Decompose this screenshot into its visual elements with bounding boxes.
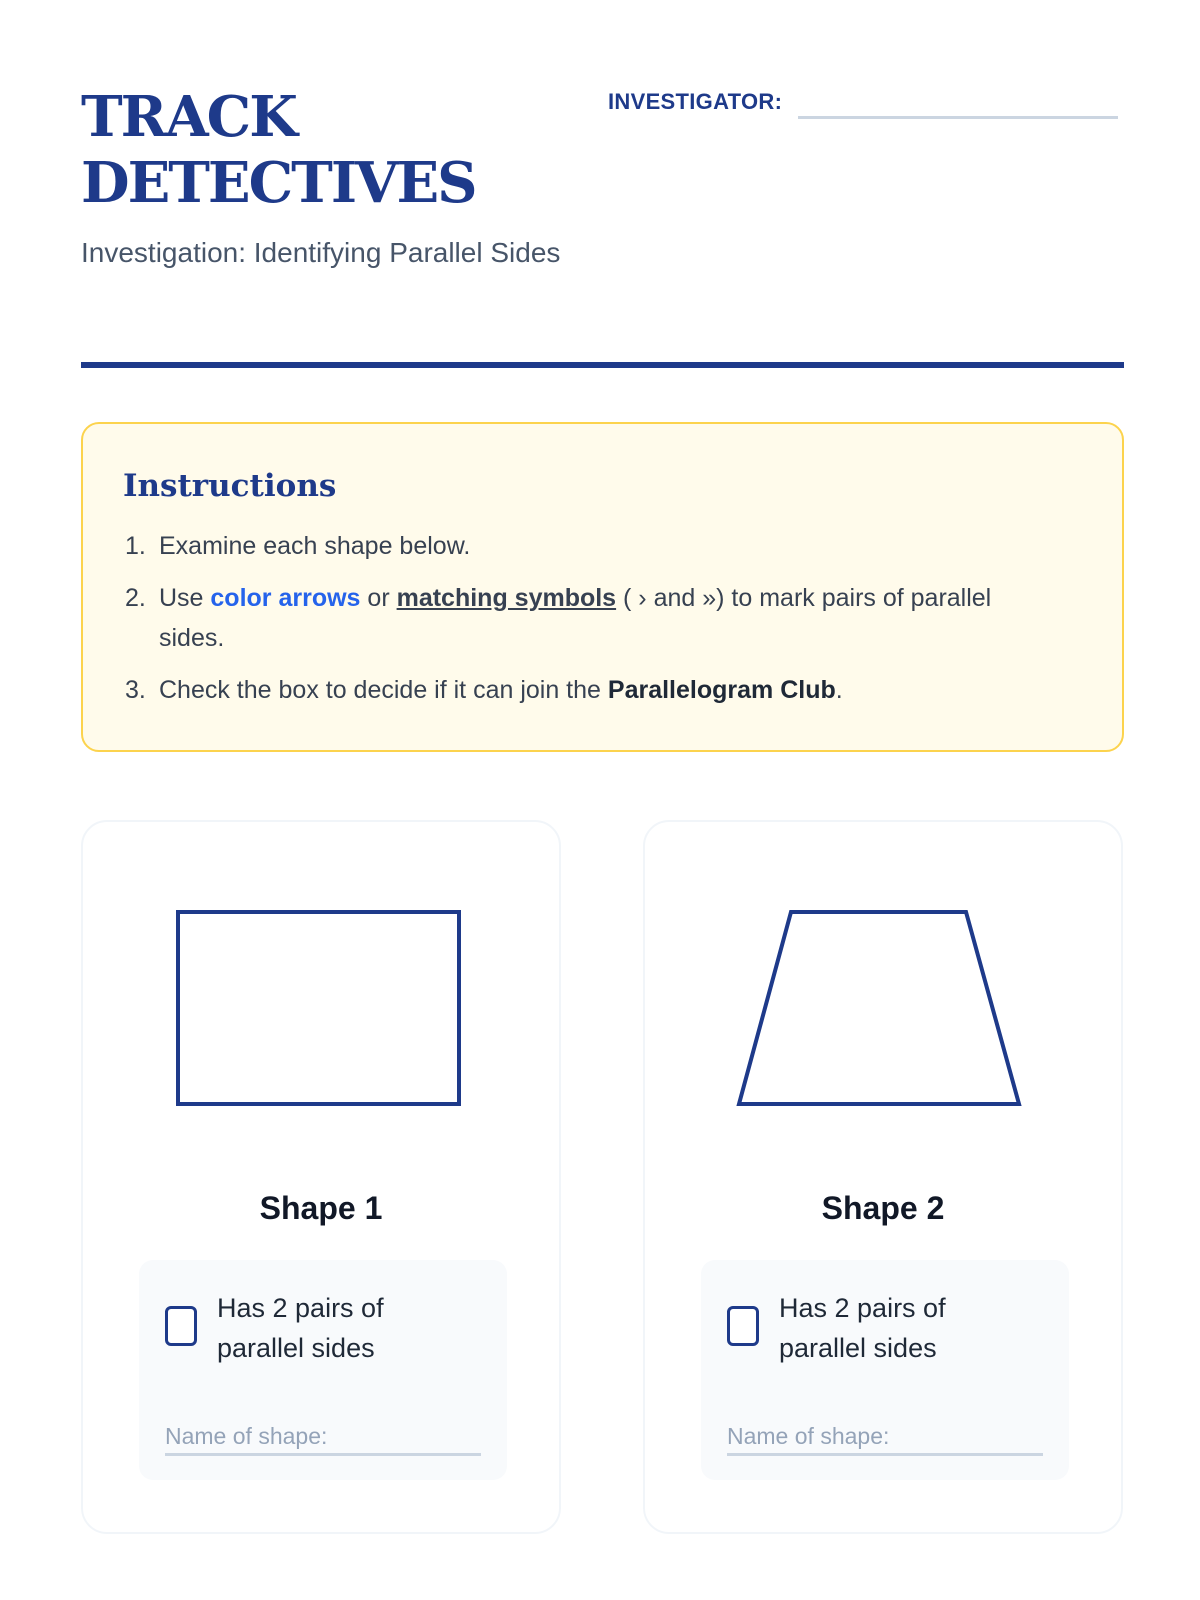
- instruction-item: [125, 578, 1045, 658]
- investigator-field: [608, 86, 1118, 119]
- instruction-text-part: or: [360, 584, 397, 612]
- parallel-sides-checkbox[interactable]: [727, 1306, 759, 1346]
- page-subtitle: Investigation: Identifying Parallel Sides: [81, 237, 561, 268]
- instruction-number: 3.: [125, 676, 146, 704]
- checkbox-label: Has 2 pairs of parallel sides: [779, 1293, 946, 1363]
- shape-title: Shape 2: [821, 1190, 945, 1226]
- instructions-title: Instructions: [123, 468, 337, 504]
- shape-name-input[interactable]: [727, 1420, 1043, 1456]
- instruction-number: 2.: [125, 584, 146, 612]
- instructions-list: [125, 526, 1045, 722]
- shape-name-placeholder: Name of shape:: [165, 1423, 328, 1449]
- instruction-text-part: Use: [159, 584, 211, 612]
- instruction-text-part: ( › and ») to mark pairs of parallel sides.: [159, 584, 992, 652]
- rectangle-outline: [178, 912, 459, 1104]
- worksheet-header: [81, 80, 1124, 370]
- parallel-sides-checkbox[interactable]: [165, 1306, 197, 1346]
- instruction-text-part: Check the box to decide if it can join the: [159, 676, 608, 704]
- instruction-text-part: .: [835, 676, 843, 704]
- checkbox-label: Has 2 pairs of parallel sides: [217, 1293, 384, 1363]
- page-title: [81, 84, 601, 216]
- trapezoid-shape: [645, 904, 1121, 1144]
- shape-name-placeholder: Name of shape:: [727, 1423, 890, 1449]
- instruction-text: [159, 578, 1045, 658]
- instruction-text: [159, 670, 1045, 710]
- instruction-text: Examine each shape below.: [159, 532, 471, 560]
- shape-card-2: [643, 820, 1123, 1534]
- matching-symbols-highlight: matching symbols: [396, 584, 617, 612]
- header-divider: [81, 362, 1124, 368]
- answer-box: [139, 1260, 507, 1480]
- investigator-name-line[interactable]: [798, 116, 1118, 119]
- instruction-number: 1.: [125, 532, 146, 560]
- instruction-item: [125, 526, 1045, 566]
- shape-title: Shape 1: [259, 1190, 383, 1226]
- shape-card-1: [81, 820, 561, 1534]
- investigator-label: INVESTIGATOR:: [608, 89, 783, 114]
- parallelogram-club-highlight: Parallelogram Club: [607, 676, 836, 704]
- title-line-1: TRACK: [81, 84, 296, 150]
- color-arrows-highlight: color arrows: [210, 584, 361, 612]
- instructions-panel: [81, 422, 1124, 752]
- instruction-item: [125, 670, 1045, 710]
- rectangle-shape: [83, 904, 559, 1144]
- answer-box: [701, 1260, 1069, 1480]
- title-line-2: DETECTIVES: [81, 150, 476, 216]
- shape-name-input[interactable]: [165, 1420, 481, 1456]
- trapezoid-outline: [739, 912, 1019, 1104]
